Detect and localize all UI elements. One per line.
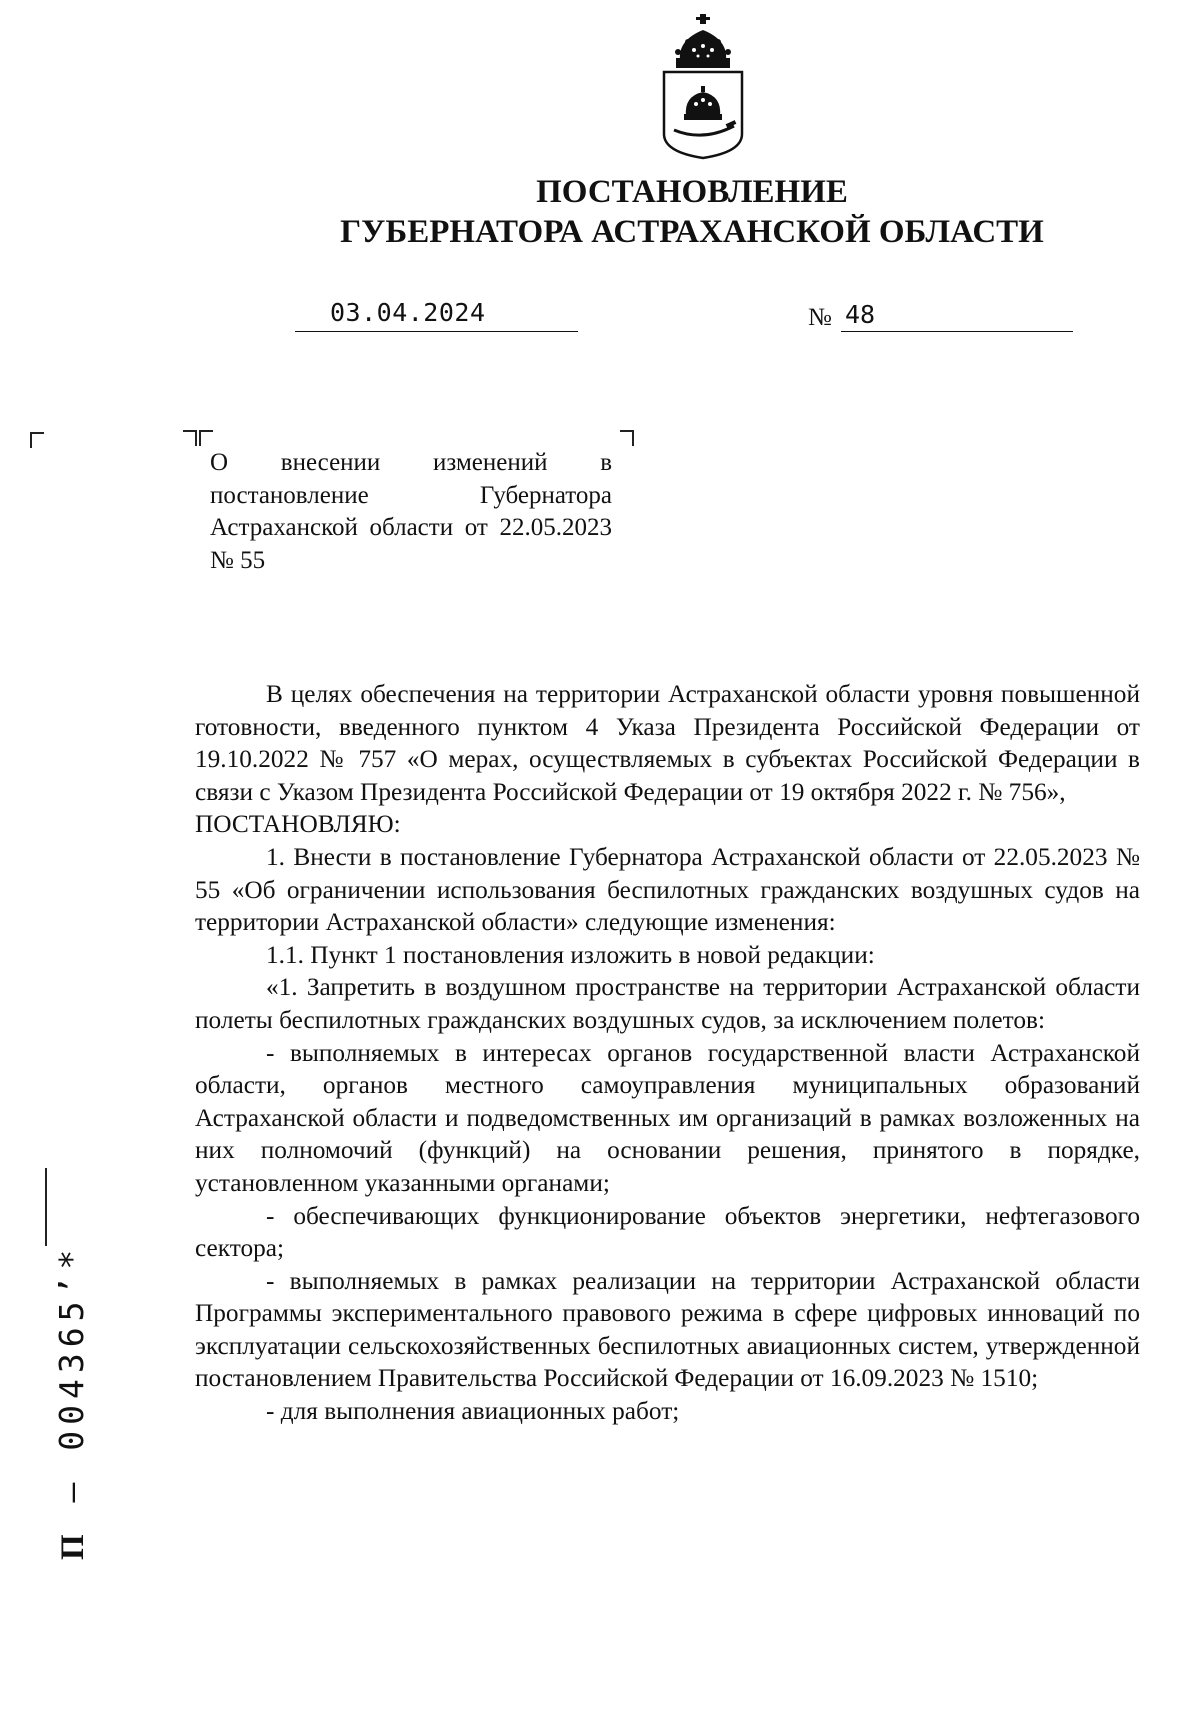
stamp-suffix: ’*: [52, 1243, 91, 1296]
document-subtitle: ГУБЕРНАТОРА АСТРАХАНСКОЙ ОБЛАСТИ: [340, 214, 1044, 250]
stamp-code: – 004365: [52, 1295, 91, 1529]
bullet-paragraph-3: - выполняемых в рамках реализации на территории Астраханской области Программы экспериментального правового режима в сфере цифровых инноваций по эксплуатации сельскохозяйственных беспилотных авиационных систем, утвержденной постановлением Правительства Российской Федерации от 16.09.2023 № 1510;: [195, 1266, 1140, 1393]
document-subject: О внесении изменений в постановление Губернатора Астраханской области от 22.05.2023 № 55: [210, 449, 612, 574]
document-body: [195, 678, 1140, 1428]
corner-mark-left: [30, 432, 44, 448]
stamp-prefix: П: [55, 1528, 91, 1560]
coat-of-arms-icon: [656, 12, 750, 162]
bullet-paragraph-1: - выполняемых в интересах органов государственной власти Астраханской области, органов местного самоуправления муниципальных образований Астраханской области и подведомственных им организаций в рамках возложенных на них полномочий (функций) на основании решения, принятого в порядке, установленном указанными органами;: [195, 1038, 1140, 1197]
bullet-paragraph-4: - для выполнения авиационных работ;: [266, 1397, 680, 1426]
number-underline: [841, 303, 1073, 332]
preamble-paragraph: В целях обеспечения на территории Астраханской области уровня повышенной готовности, введенного пунктом 4 Указа Президента Российской Федерации от 19.10.2022 № 757 «О мерах, осуществляемых в субъектах Российской Федерации в связи с Указом Президента Российской Федерации от 19 октября 2022 г. № 756»,: [195, 680, 1140, 806]
number-sign: №: [808, 304, 832, 331]
item-1-paragraph: 1. Внести в постановление Губернатора Астраханской области от 22.05.2023 № 55 «Об ограничении использования беспилотных гражданских воздушных судов на территории Астраханской области» следующие изменения:: [195, 842, 1140, 937]
item-1-1-paragraph: 1.1. Пункт 1 постановления изложить в новой редакции:: [266, 940, 875, 969]
corner-mark-subject-left-a: [183, 430, 197, 446]
document-title: ПОСТАНОВЛЕНИЕ: [536, 174, 848, 210]
document-date: 03.04.2024: [330, 298, 486, 327]
decree-word: ПОСТАНОВЛЯЮ:: [195, 810, 401, 839]
corner-mark-subject-left-b: [199, 430, 213, 446]
document-number: 48: [845, 300, 876, 329]
corner-mark-subject-right: [620, 430, 634, 446]
bullet-paragraph-2: - обеспечивающих функционирование объектов энергетики, нефтегазового сектора;: [195, 1201, 1140, 1263]
margin-mark: [45, 1168, 47, 1246]
quote-paragraph: «1. Запретить в воздушном пространстве на территории Астраханской области полеты беспилотных гражданских воздушных судов, за исключением полетов:: [195, 973, 1140, 1034]
